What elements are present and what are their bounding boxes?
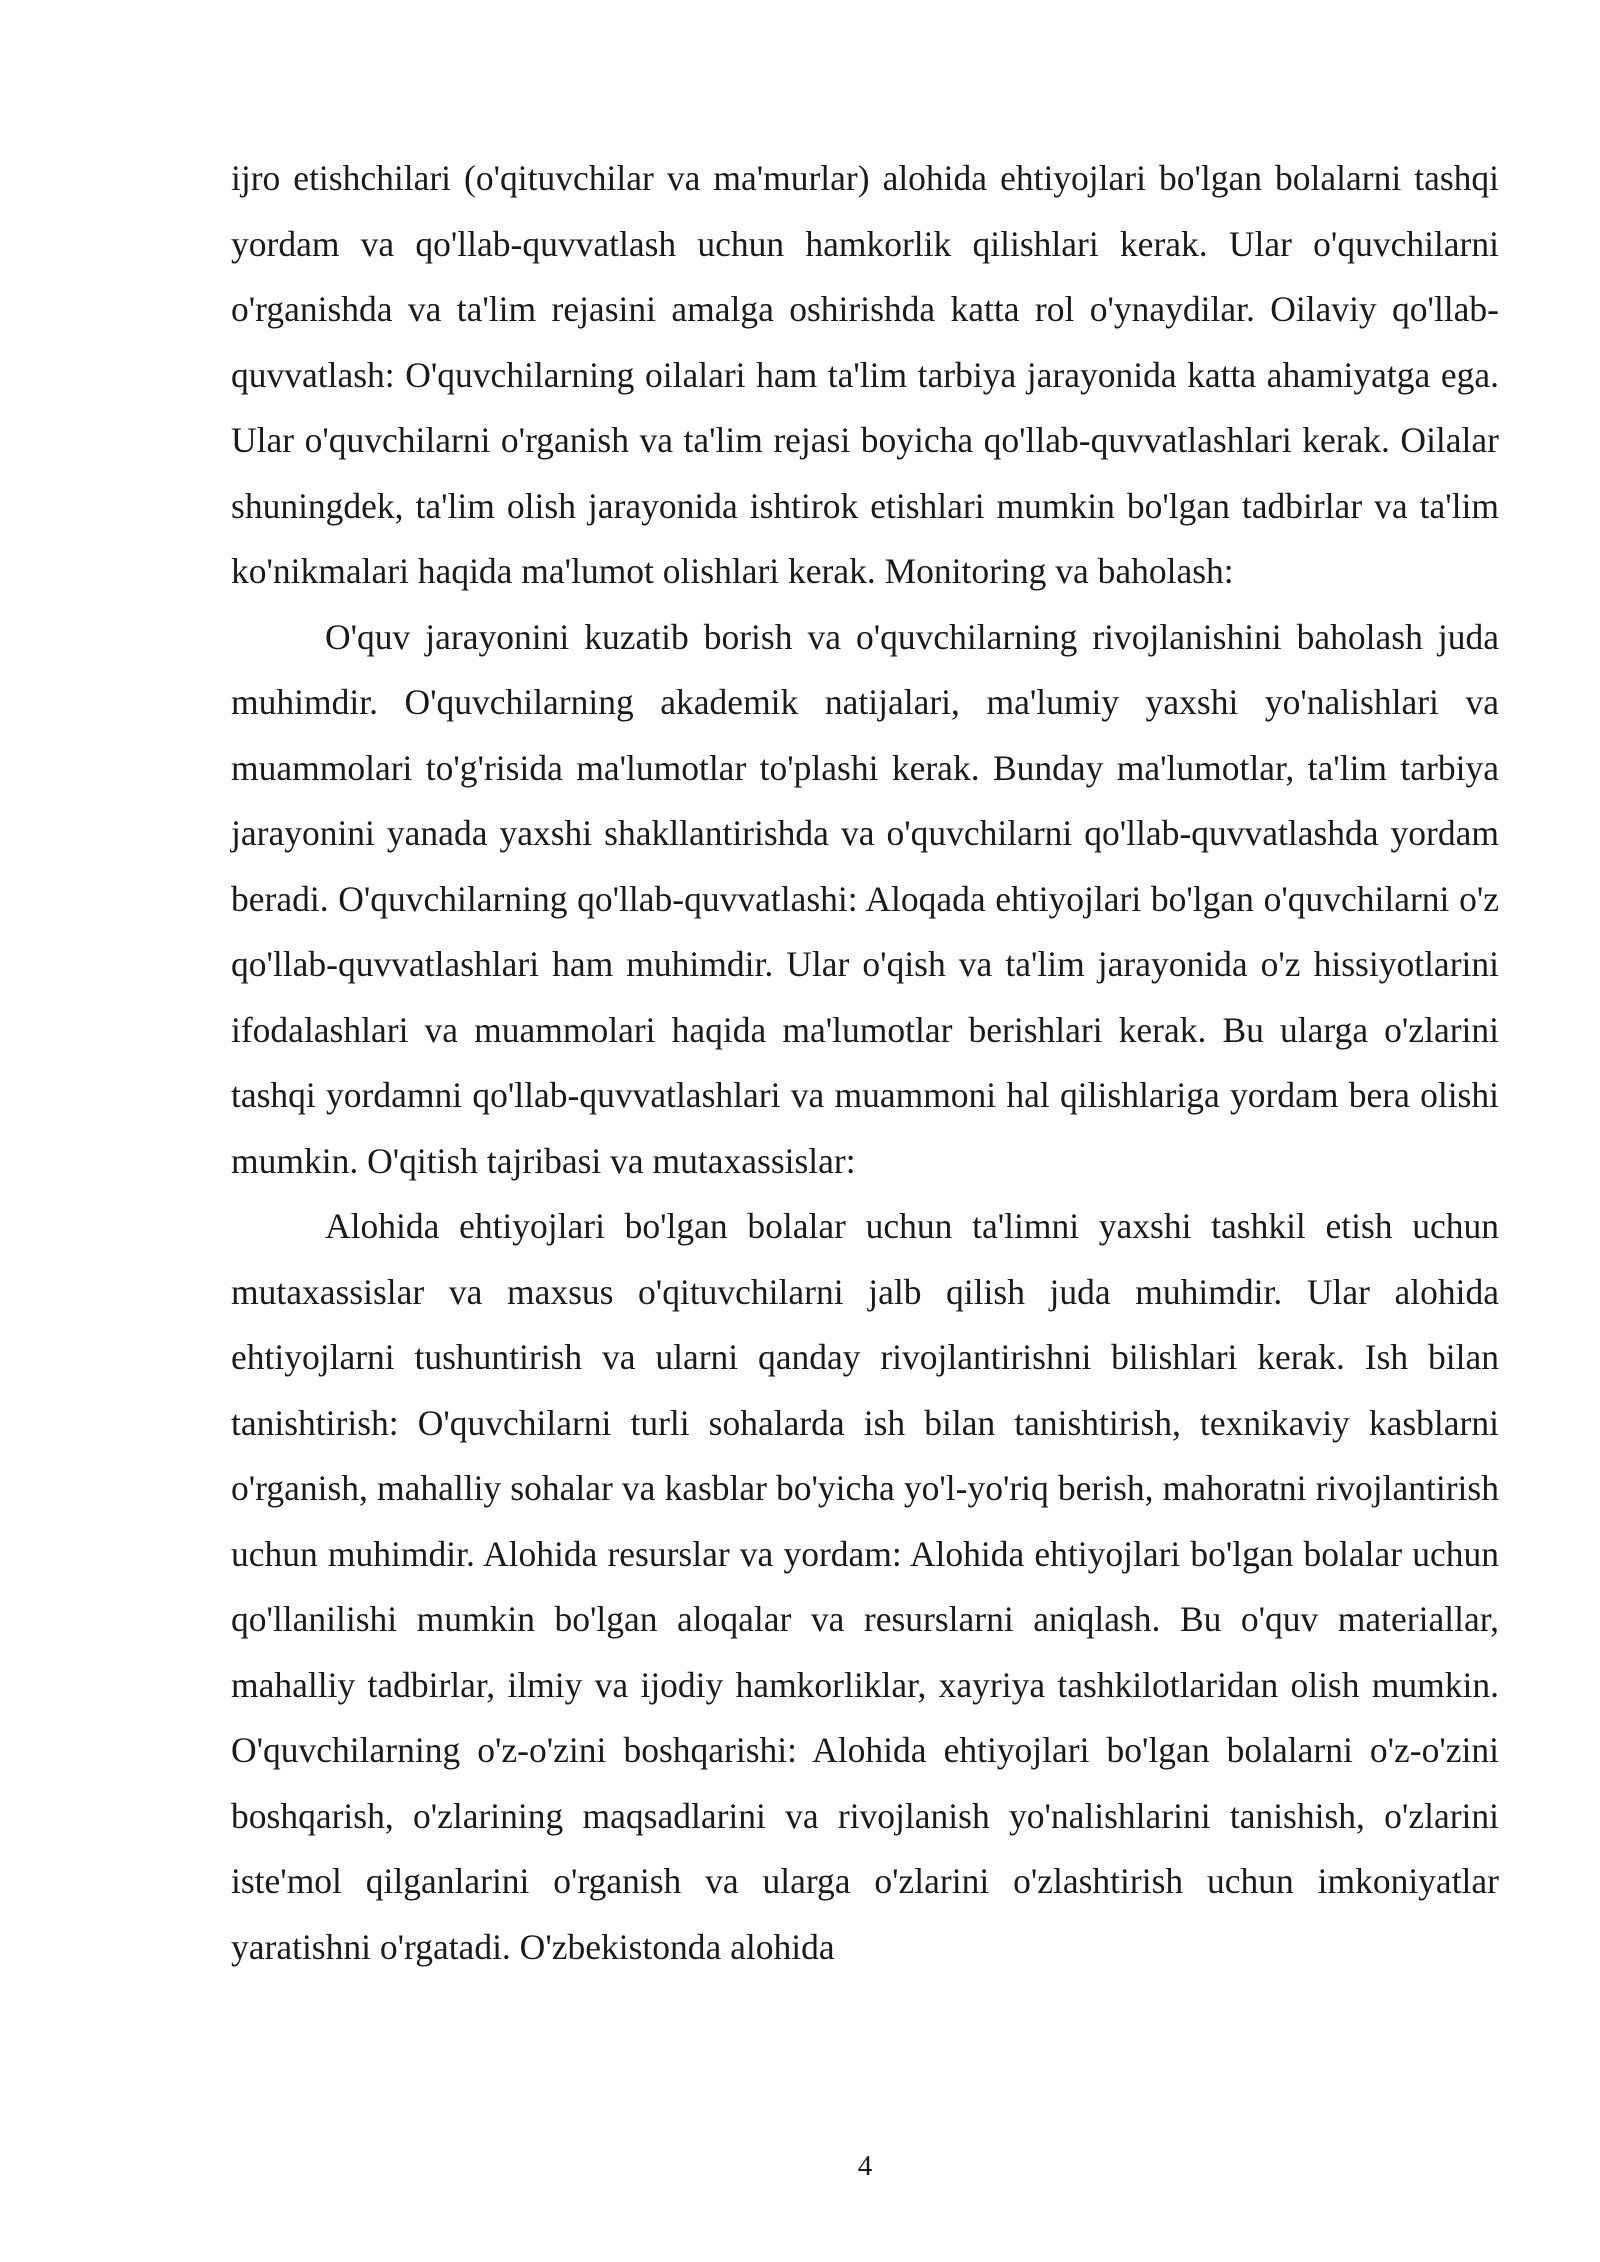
paragraph-1: ijro etishchilari (o'qituvchilar va ma'murlar) alohida ehtiyojlari bo'lgan bolalarni tashqi yordam va qo'llab-quvvatlash uchun hamkorlik qilishlari kerak. Ular o'quvchilarni o'rganishda va ta'lim rejasini amalga oshirishda katta rol o'ynaydilar. Oilaviy qo'llab-quvvatlash: O'quvchilarning oilalari ham ta'lim tarbiya jarayonida katta ahamiyatga ega. Ular o'quvchilarni o'rganish va ta'lim rejasi boyicha qo'llab-quvvatlashlari kerak. Oilalar shuningdek, ta'lim olish jarayonida ishtirok etishlari mumkin bo'lgan tadbirlar va ta'lim ko'nikmalari haqida ma'lumot olishlari kerak. Monitoring va baholash: <box>231 158 1499 591</box>
body-text <box>231 146 1499 1980</box>
paragraph-2: O'quv jarayonini kuzatib borish va o'quvchilarning rivojlanishini baholash juda muhimdir. O'quvchilarning akademik natijalari, ma'lumiy yaxshi yo'nalishlari va muammolari to'g'risida ma'lumotlar to'plashi kerak. Bunday ma'lumotlar, ta'lim tarbiya jarayonini yanada yaxshi shakllantirishda va o'quvchilarni qo'llab-quvvatlashda yordam beradi. O'quvchilarning qo'llab-quvvatlashi: Aloqada ehtiyojlari bo'lgan o'quvchilarni o'z qo'llab-quvvatlashlari ham muhimdir. Ular o'qish va ta'lim jarayonida o'z hissiyotlarini ifodalashlari va muammolari haqida ma'lumotlar berishlari kerak. Bu ularga o'zlarini tashqi yordamni qo'llab-quvvatlashlari va muammoni hal qilishlariga yordam bera olishi mumkin. O'qitish tajribasi va mutaxassislar: <box>231 616 1499 1181</box>
page-number: 4 <box>857 2150 873 2182</box>
paragraph-3: Alohida ehtiyojlari bo'lgan bolalar uchun ta'limni yaxshi tashkil etish uchun mutaxassislar va maxsus o'qituvchilarni jalb qilish juda muhimdir. Ular alohida ehtiyojlarni tushuntirish va ularni qanday rivojlantirishni bilishlari kerak. Ish bilan tanishtirish: O'quvchilarni turli sohalarda ish bilan tanishtirish, texnikaviy kasblarni o'rganish, mahalliy sohalar va kasblar bo'yicha yo'l-yo'riq berish, mahoratni rivojlantirish uchun muhimdir. Alohida resurslar va yordam: Alohida ehtiyojlari bo'lgan bolalar uchun qo'llanilishi mumkin bo'lgan aloqalar va resurslarni aniqlash. Bu o'quv materiallar, mahalliy tadbirlar, ilmiy va ijodiy hamkorliklar, xayriya tashkilotlaridan olish mumkin. O'quvchilarning o'z-o'zini boshqarishi: Alohida ehtiyojlari bo'lgan bolalarni o'z-o'zini boshqarish, o'zlarining maqsadlarini va rivojlanish yo'nalishlarini tanishish, o'zlarini iste'mol qilganlarini o'rganish va ularga o'zlarini o'zlashtirish uchun imkoniyatlar yaratishni o'rgatadi. O'zbekistonda alohida <box>231 1206 1499 1967</box>
